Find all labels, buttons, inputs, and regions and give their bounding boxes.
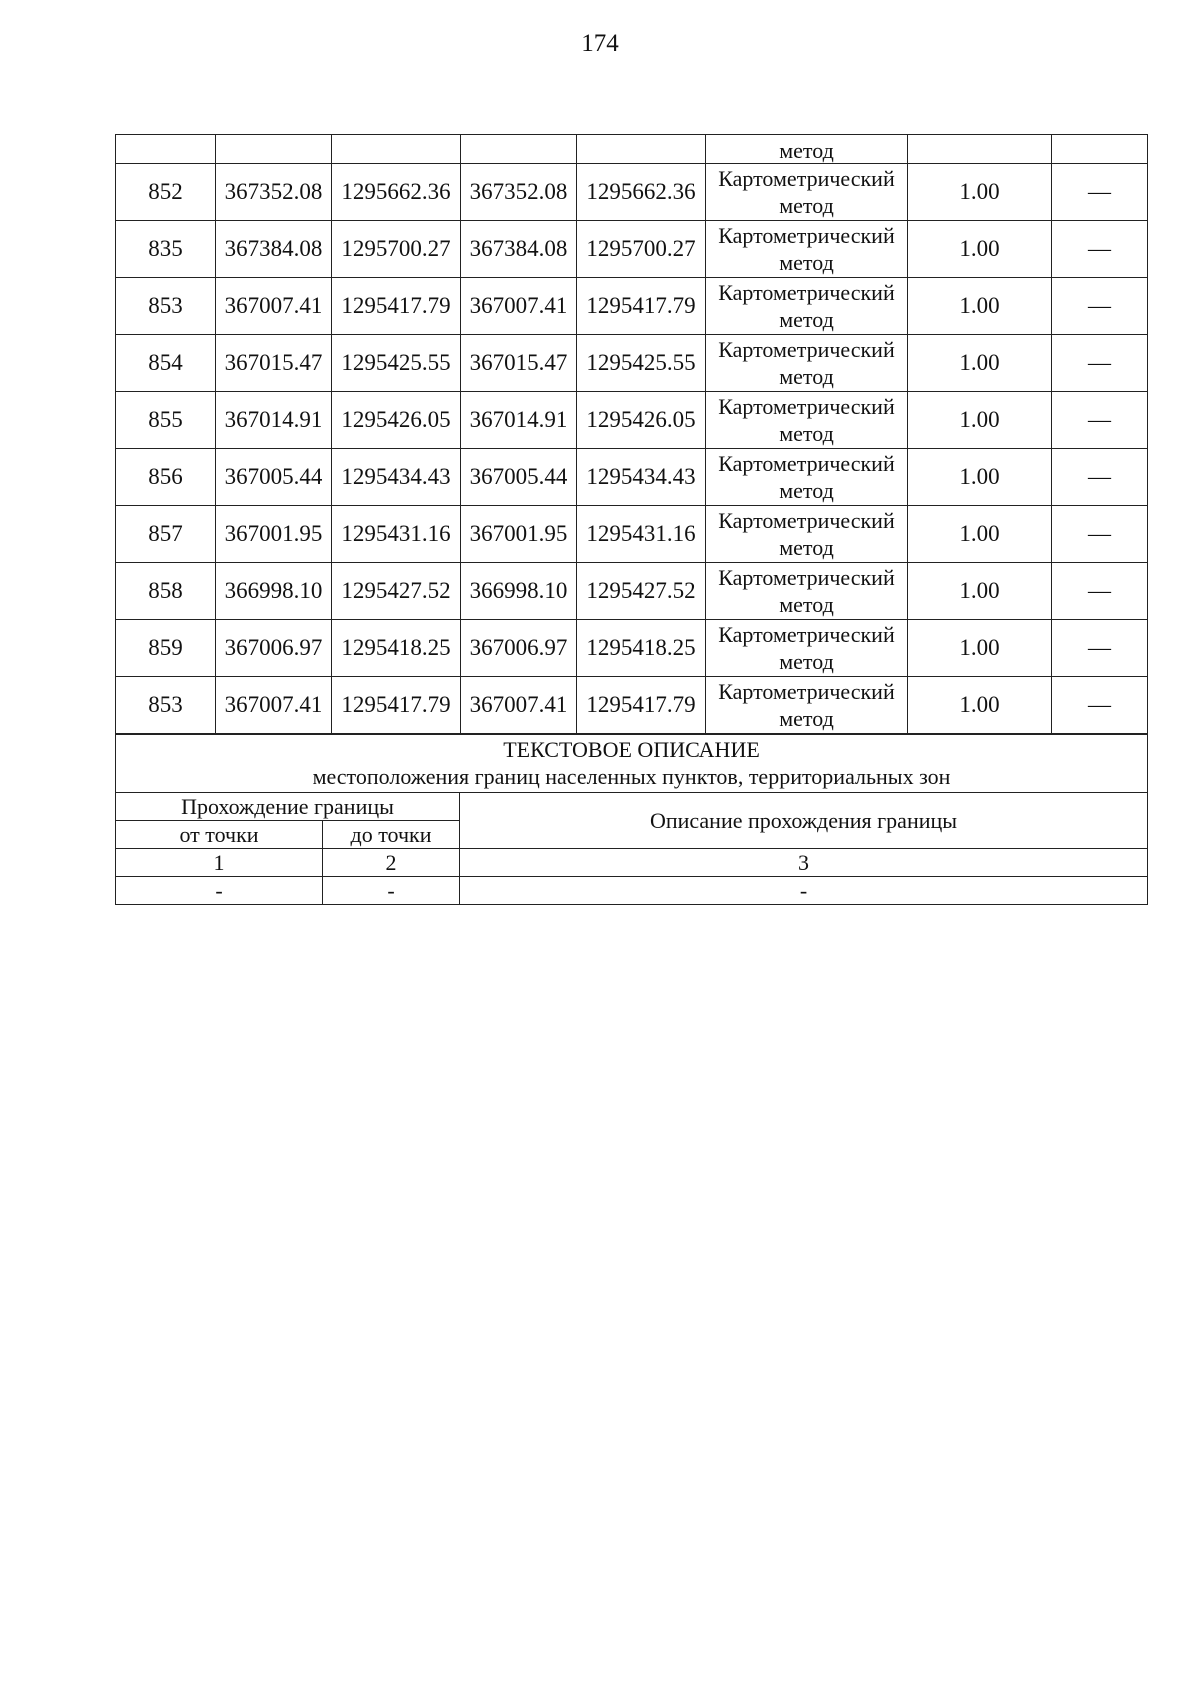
y2-cell: 1295417.79	[577, 278, 706, 335]
x2-cell: 367006.97	[461, 620, 577, 677]
table-row	[116, 563, 1148, 620]
table-row	[116, 449, 1148, 506]
x1-cell: 367007.41	[216, 278, 332, 335]
header-to: до точки	[323, 821, 460, 849]
y2-cell: 1295434.43	[577, 449, 706, 506]
row-description: -	[460, 877, 1148, 905]
y1-cell: 1295426.05	[332, 392, 461, 449]
x1-cell: 367006.97	[216, 620, 332, 677]
y2-cell: 1295431.16	[577, 506, 706, 563]
method-line-1: Картометрический	[718, 336, 895, 362]
x2-cell: 366998.10	[461, 563, 577, 620]
x2-cell: 367014.91	[461, 392, 577, 449]
x2-cell: 367384.08	[461, 221, 577, 278]
note-cell: —	[1052, 677, 1148, 734]
method-line-1: Картометрический	[718, 621, 895, 647]
column-number-row	[116, 849, 1148, 877]
accuracy-cell: 1.00	[908, 278, 1052, 335]
x1-cell: 367001.95	[216, 506, 332, 563]
note-cell: —	[1052, 164, 1148, 221]
note-cell: —	[1052, 392, 1148, 449]
method-cell	[706, 506, 908, 563]
method-line-2: метод	[779, 307, 834, 332]
method-line-2: метод	[779, 706, 834, 731]
point-cell: 858	[116, 563, 216, 620]
y1-cell: 1295425.55	[332, 335, 461, 392]
method-line-2: метод	[779, 649, 834, 674]
col-num-2: 2	[323, 849, 460, 877]
y1-cell: 1295427.52	[332, 563, 461, 620]
y2-cell: 1295662.36	[577, 164, 706, 221]
method-cell	[706, 221, 908, 278]
note-cell: —	[1052, 278, 1148, 335]
y1-cell: 1295700.27	[332, 221, 461, 278]
note-cell: —	[1052, 506, 1148, 563]
y1-cell: 1295417.79	[332, 677, 461, 734]
x2-cell: 367007.41	[461, 278, 577, 335]
point-cell: 857	[116, 506, 216, 563]
point-cell: 855	[116, 392, 216, 449]
note-cell: —	[1052, 221, 1148, 278]
y2-cell: 1295425.55	[577, 335, 706, 392]
accuracy-cell: 1.00	[908, 620, 1052, 677]
method-line-1: Картометрический	[718, 165, 895, 191]
accuracy-cell: 1.00	[908, 677, 1052, 734]
y1-cell: 1295431.16	[332, 506, 461, 563]
method-cell	[706, 563, 908, 620]
table-row	[116, 221, 1148, 278]
method-cell	[706, 392, 908, 449]
method-cell	[706, 164, 908, 221]
table-row	[116, 278, 1148, 335]
accuracy-cell: 1.00	[908, 563, 1052, 620]
table-row	[116, 677, 1148, 734]
method-line-2: метод	[779, 478, 834, 503]
accuracy-cell: 1.00	[908, 335, 1052, 392]
method-line-2: метод	[779, 592, 834, 617]
point-cell: 853	[116, 278, 216, 335]
x1-cell: 367014.91	[216, 392, 332, 449]
method-line-2: метод	[779, 364, 834, 389]
header-passage: Прохождение границы	[116, 793, 460, 821]
note-cell: —	[1052, 563, 1148, 620]
point-cell: 852	[116, 164, 216, 221]
method-line-2: метод	[779, 250, 834, 275]
row-from: -	[116, 877, 323, 905]
x2-cell: 367005.44	[461, 449, 577, 506]
method-cell	[706, 620, 908, 677]
x1-cell: 367352.08	[216, 164, 332, 221]
point-cell: 853	[116, 677, 216, 734]
continuation-row	[116, 135, 1148, 164]
note-cell: —	[1052, 335, 1148, 392]
x1-cell: 367005.44	[216, 449, 332, 506]
x1-cell: 367015.47	[216, 335, 332, 392]
y1-cell: 1295418.25	[332, 620, 461, 677]
method-cell	[706, 335, 908, 392]
accuracy-cell: 1.00	[908, 506, 1052, 563]
row-to: -	[323, 877, 460, 905]
point-cell: 835	[116, 221, 216, 278]
x2-cell: 367352.08	[461, 164, 577, 221]
description-title-row	[116, 735, 1148, 793]
method-line-1: Картометрический	[718, 564, 895, 590]
method-cell	[706, 677, 908, 734]
table-row	[116, 506, 1148, 563]
method-line-1: Картометрический	[718, 507, 895, 533]
y2-cell: 1295700.27	[577, 221, 706, 278]
table-row	[116, 164, 1148, 221]
method-cell: метод	[706, 135, 908, 164]
method-line-1: Картометрический	[718, 393, 895, 419]
table-row	[116, 392, 1148, 449]
y2-cell: 1295418.25	[577, 620, 706, 677]
header-description: Описание прохождения границы	[460, 793, 1148, 849]
method-line-1: Картометрический	[718, 279, 895, 305]
method-cell	[706, 449, 908, 506]
x1-cell: 367007.41	[216, 677, 332, 734]
description-data-row	[116, 877, 1148, 905]
method-line-1: Картометрический	[718, 222, 895, 248]
point-cell: 856	[116, 449, 216, 506]
point-cell: 859	[116, 620, 216, 677]
accuracy-cell: 1.00	[908, 221, 1052, 278]
description-title: ТЕКСТОВОЕ ОПИСАНИЕ	[503, 737, 760, 763]
coordinates-table	[115, 134, 1148, 734]
table-row	[116, 620, 1148, 677]
note-cell: —	[1052, 620, 1148, 677]
table-row	[116, 335, 1148, 392]
header-from: от точки	[116, 821, 323, 849]
y2-cell: 1295426.05	[577, 392, 706, 449]
note-cell: —	[1052, 449, 1148, 506]
y2-cell: 1295427.52	[577, 563, 706, 620]
col-num-3: 3	[460, 849, 1148, 877]
point-cell: 854	[116, 335, 216, 392]
method-line-1: Картометрический	[718, 678, 895, 704]
description-subtitle: местоположения границ населенных пунктов, территориальных зон	[312, 763, 951, 789]
text-description-table	[115, 734, 1148, 905]
y2-cell: 1295417.79	[577, 677, 706, 734]
y1-cell: 1295434.43	[332, 449, 461, 506]
accuracy-cell: 1.00	[908, 164, 1052, 221]
header-row	[116, 793, 1148, 821]
y1-cell: 1295417.79	[332, 278, 461, 335]
x2-cell: 367001.95	[461, 506, 577, 563]
accuracy-cell: 1.00	[908, 449, 1052, 506]
method-line-2: метод	[779, 193, 834, 218]
x1-cell: 367384.08	[216, 221, 332, 278]
method-line-2: метод	[779, 535, 834, 560]
x1-cell: 366998.10	[216, 563, 332, 620]
method-line-2: метод	[779, 421, 834, 446]
col-num-1: 1	[116, 849, 323, 877]
accuracy-cell: 1.00	[908, 392, 1052, 449]
y1-cell: 1295662.36	[332, 164, 461, 221]
x2-cell: 367007.41	[461, 677, 577, 734]
method-cell	[706, 278, 908, 335]
page-number: 174	[581, 30, 619, 57]
method-line-1: Картометрический	[718, 450, 895, 476]
x2-cell: 367015.47	[461, 335, 577, 392]
